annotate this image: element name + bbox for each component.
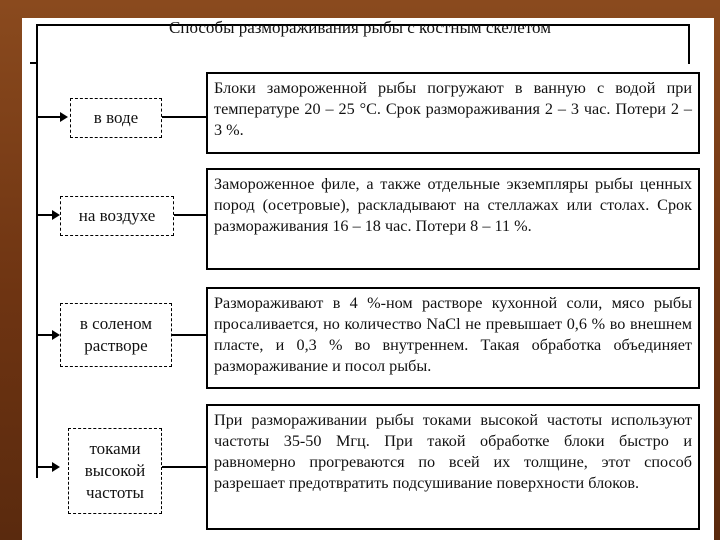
diagram-title: Способы размораживания рыбы с костным скелетом [169,18,551,37]
arrow-4-icon [52,462,60,472]
arrow-1-icon [60,112,68,122]
method-label-2: на воздухе [60,196,174,236]
method-label-4: токами высокой частоты [68,428,162,514]
method-description-2: Замороженное филе, а также отдельные экземпляры рыбы ценных пород (осетровые), раскладывают на стеллажах или столах. Срок размораживания 16 – 18 час. Потери 8 – 11 %. [206,168,700,270]
method-description-1: Блоки замороженной рыбы погружают в ванную с водой при температуре 20 – 25 °С. Срок размораживания 2 – 3 час. Потери 2 – 3 %. [206,72,700,154]
method-label-3: в соленом растворе [60,303,172,367]
arrow-3-icon [52,330,60,340]
connector-1b [162,116,206,118]
connector-spine [36,24,38,478]
method-description-4: При размораживании рыбы токами высокой частоты используют частоты 35-50 Мгц. При такой обработке блоки быстро и равномерно прогреваются по всей их толщине, этот способ разрешает предотвратить подсушивание поверхности блоков. [206,404,700,530]
method-description-3: Размораживают в 4 %-ном растворе кухонной соли, мясо рыбы просаливается, но количество NaCl не превышает 0,6 % во внешнем пласте, и 0,3 % во внутреннем. Такая обработка объединяет размораживание и посол рыбы. [206,287,700,389]
method-label-1: в воде [70,98,162,138]
arrow-2-icon [52,210,60,220]
connector-3b [172,334,206,336]
connector-2b [174,214,206,216]
connector-4b [162,466,206,468]
